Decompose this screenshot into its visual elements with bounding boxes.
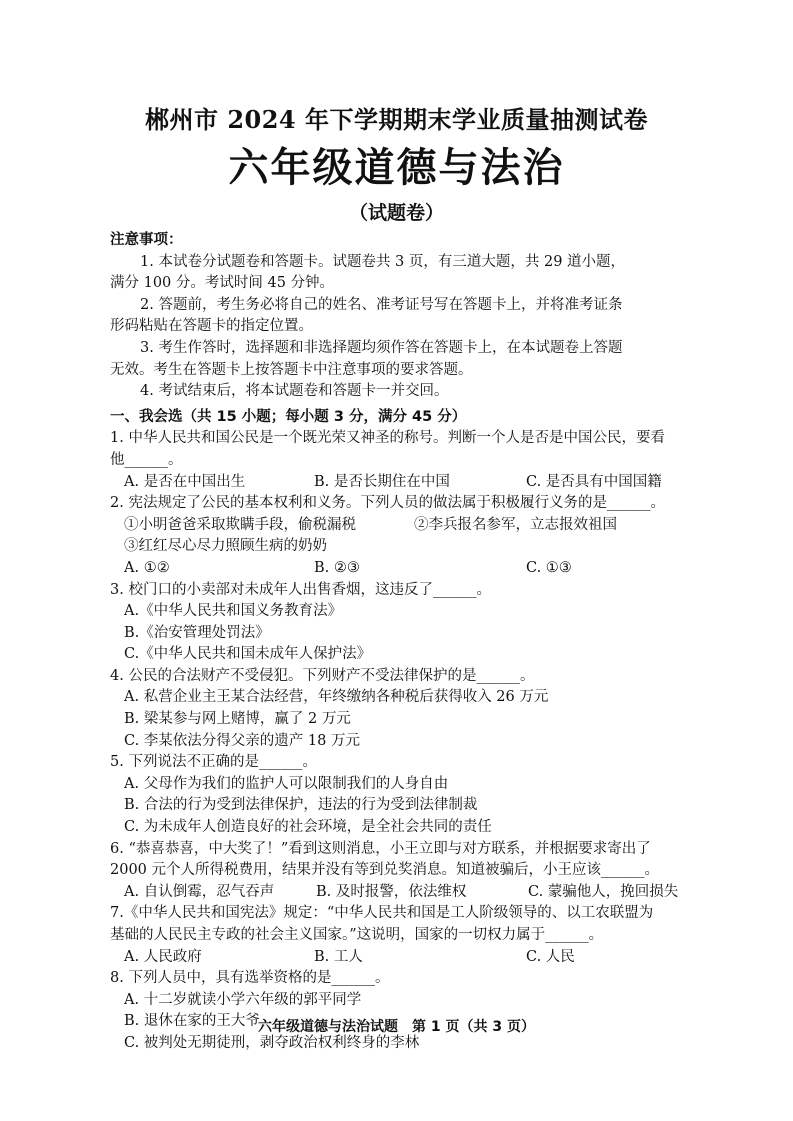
statement-3: ③红红尽心尽力照顾生病的奶奶 [124, 538, 327, 555]
notice-item: 4. 考试结束后，将本试题卷和答题卡一并交回。 [140, 383, 449, 400]
question-stem: 7.《中华人民共和国宪法》规定：“中华人民共和国是工人阶级领导的、以工农联盟为 [110, 905, 654, 922]
exam-content [110, 230, 690, 1055]
notice-heading: 注意事项： [110, 232, 183, 248]
option-c: C. 为未成年人创造良好的社会环境，是全社会共同的责任 [124, 819, 492, 836]
exam-subject-title: 六年级道德与法治 [228, 145, 565, 191]
option-a: A. 是否在中国出生 [124, 473, 246, 490]
question-stem: 6. “恭喜恭喜，中大奖了！”看到这则消息，小王立即与对方联系，并根据要求寄出了 [110, 840, 651, 857]
notice-item: 形码粘贴在答题卡的指定位置。 [110, 318, 313, 335]
option-b: B. 梁某参与网上赌博，赢了 2 万元 [124, 711, 351, 728]
question-statements [110, 515, 690, 537]
option-b: B. 合法的行为受到法律保护，违法的行为受到法律制裁 [124, 797, 478, 814]
option-c: C. 李某依法分得父亲的遗产 18 万元 [124, 732, 360, 749]
option-a: A.《中华人民共和国义务教育法》 [124, 603, 343, 620]
option-a: A. 十二岁就读小学六年级的郭平同学 [124, 991, 362, 1008]
question-options [110, 882, 690, 904]
notice-item: 无效。考生在答题卡上按答题卡中注意事项的要求答题。 [110, 361, 473, 378]
option-b: B. 是否长期住在中国 [314, 473, 450, 490]
option-c: C. 人民 [526, 948, 575, 965]
option-b: B. 工人 [314, 948, 363, 965]
exam-paper-type: （试题卷） [348, 202, 444, 224]
exam-title-region: 郴州市 2024 年下学期期末学业质量抽测试卷 [144, 105, 648, 134]
option-a: A. 私营企业主王某合法经营，年终缴纳各种税后获得收入 26 万元 [124, 689, 549, 706]
option-b: B.《治安管理处罚法》 [124, 624, 270, 641]
notice-item: 1. 本试卷分试题卷和答题卡。试题卷共 3 页，有三道大题，共 29 道小题， [140, 253, 626, 270]
question-stem: 5. 下列说法不正确的是______。 [110, 754, 317, 771]
statement-1: ①小明爸爸采取欺瞒手段，偷税漏税 [124, 516, 356, 533]
option-a: A. 父母作为我们的监护人可以限制我们的人身自由 [124, 775, 449, 792]
question-stem: 8. 下列人员中，具有选举资格的是______。 [110, 970, 390, 987]
option-b: B. 及时报警，依法维权 [316, 883, 467, 900]
question-options [110, 558, 690, 580]
notice-item: 满分 100 分。考试时间 45 分钟。 [110, 275, 335, 292]
section-heading: 一、我会选（共 15 小题；每小题 3 分，满分 45 分） [110, 408, 467, 425]
question-options [110, 947, 690, 969]
option-b: B. ②③ [314, 559, 360, 576]
option-a: A. ①② [124, 559, 170, 576]
option-a: A. 自认倒霉，忍气吞声 [124, 883, 275, 900]
question-options [110, 472, 690, 494]
option-c: C. 被判处无期徒刑，剥夺政治权利终身的李林 [124, 1034, 420, 1051]
option-b: B. 退休在家的王大爷 [124, 1013, 260, 1030]
question-stem: 4. 公民的合法财产不受侵犯。下列财产不受法律保护的是______。 [110, 667, 535, 684]
option-c: C. ①③ [526, 559, 572, 576]
question-stem: 3. 校门口的小卖部对未成年人出售香烟，这违反了______。 [110, 581, 491, 598]
question-stem: 基础的人民民主专政的社会主义国家。”这说明，国家的一切权力属于______。 [110, 927, 604, 943]
question-stem: 2. 宪法规定了公民的基本权利和义务。下列人员的做法属于积极履行义务的是______。 [110, 495, 665, 512]
question-stem: 1. 中华人民共和国公民是一个既光荣又神圣的称号。判断一个人是否是中国公民，要看 [110, 430, 665, 447]
option-c: C.《中华人民共和国未成年人保护法》 [124, 646, 372, 663]
page-footer: 六年级道德与法治试题 第 1 页（共 3 页） [258, 1019, 535, 1035]
option-c: C. 是否具有中国国籍 [526, 473, 662, 490]
option-a: A. 人民政府 [124, 948, 202, 965]
notice-item: 2. 答题前，考生务必将自己的姓名、准考证号写在答题卡上，并将准考证条 [140, 296, 623, 313]
notice-item: 3. 考生作答时，选择题和非选择题均须作答在答题卡上，在本试题卷上答题 [140, 339, 623, 356]
question-stem: 2000 元个人所得税费用，结果并没有等到兑奖消息。知道被骗后，小王应该______。 [110, 862, 660, 879]
statement-2: ②李兵报名参军，立志报效祖国 [414, 516, 617, 533]
question-stem: 他______。 [110, 451, 183, 468]
option-c: C. 蒙骗他人，挽回损失 [528, 883, 679, 900]
